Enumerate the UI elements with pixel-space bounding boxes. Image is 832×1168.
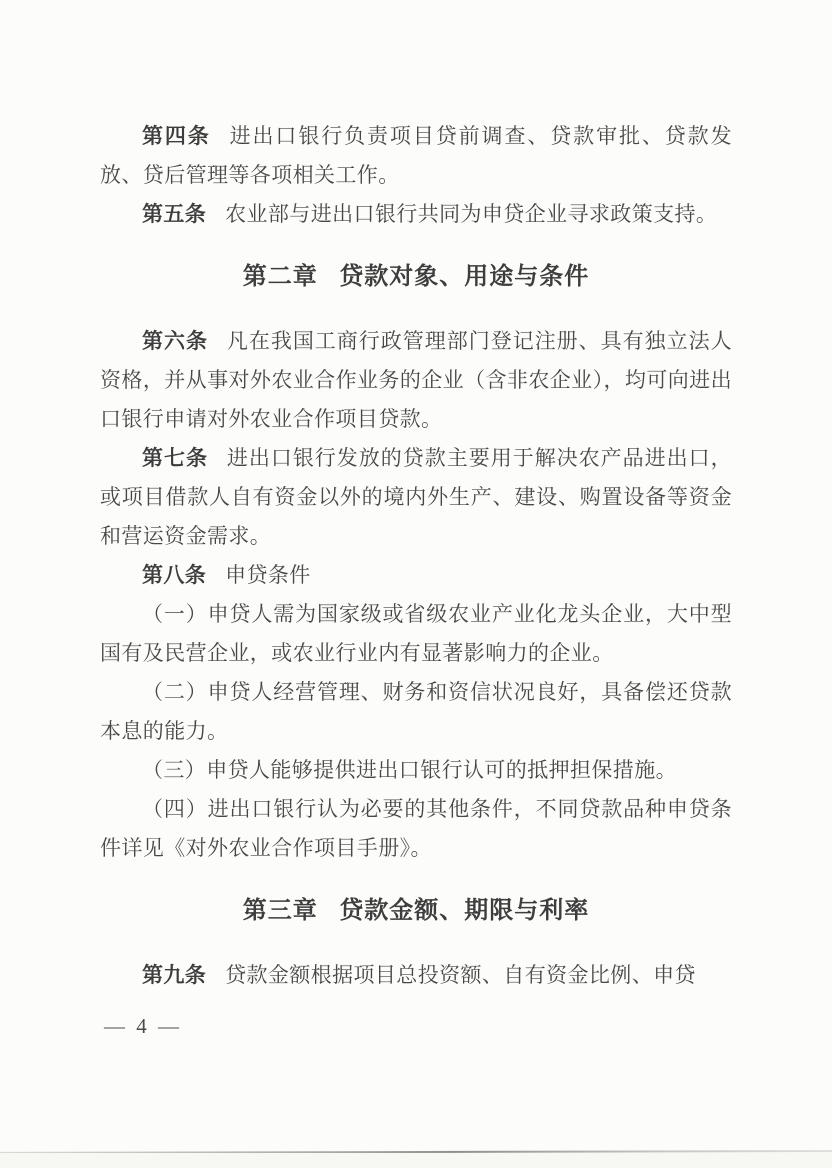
article-8-item-2-text: （二）申贷人经营管理、财务和资信状况良好，具备偿还贷款本息的能力。 xyxy=(100,680,732,743)
article-6-paragraph xyxy=(100,322,732,439)
chapter-2-number: 第二章 xyxy=(242,263,318,290)
article-8-paragraph xyxy=(100,556,732,595)
article-8-item-1-text: （一）申贷人需为国家级或省级农业产业化龙头企业，大中型国有及民营企业，或农业行业内有显著影响力的企业。 xyxy=(100,602,732,665)
article-5-label: 第五条 xyxy=(142,203,207,226)
article-9-label: 第九条 xyxy=(142,964,207,987)
article-5-paragraph xyxy=(100,195,732,234)
article-8-item-4-text: （四）进出口银行认为必要的其他条件，不同贷款品种申贷条件详见《对外农业合作项目手册》。 xyxy=(100,797,732,860)
chapter-3-number: 第三章 xyxy=(242,897,318,924)
scan-below-edge-area xyxy=(0,1153,832,1168)
article-7-label: 第七条 xyxy=(142,447,208,470)
article-8-item-3 xyxy=(100,751,732,790)
article-8-label: 第八条 xyxy=(142,564,207,587)
article-4-paragraph xyxy=(100,117,732,195)
article-5-text: 农业部与进出口银行共同为申贷企业寻求政策支持。 xyxy=(225,202,718,226)
chapter-3-title: 贷款金额、期限与利率 xyxy=(339,897,590,924)
chapter-2-title: 贷款对象、用途与条件 xyxy=(339,263,590,290)
article-9-paragraph xyxy=(100,956,732,995)
article-7-text: 进出口银行发放的贷款主要用于解决农产品进出口，或项目借款人自有资金以外的境内外生产、建设、购置设备等资金和营运资金需求。 xyxy=(100,446,732,548)
article-7-paragraph xyxy=(100,439,732,556)
article-8-item-3-text: （三）申贷人能够提供进出口银行认可的抵押担保措施。 xyxy=(142,758,677,782)
content-area xyxy=(100,117,732,1046)
article-9-text: 贷款金额根据项目总投资额、自有资金比例、申贷 xyxy=(225,963,696,987)
chapter-2-heading xyxy=(100,260,732,294)
article-8-item-4 xyxy=(100,790,732,868)
page-number: — 4 — xyxy=(104,1014,182,1038)
chapter-3-heading xyxy=(100,894,732,928)
article-8-text: 申贷条件 xyxy=(225,563,311,587)
article-8-item-1 xyxy=(100,595,732,673)
article-4-label: 第四条 xyxy=(142,125,211,148)
article-6-label: 第六条 xyxy=(142,330,208,353)
article-8-item-2 xyxy=(100,673,732,751)
article-6-text: 凡在我国工商行政管理部门登记注册、具有独立法人资格，并从事对外农业合作业务的企业（含非农企业），均可向进出口银行申请对外农业合作项目贷款。 xyxy=(100,329,732,431)
article-4-text: 进出口银行负责项目贷前调查、贷款审批、贷款发放、贷后管理等各项相关工作。 xyxy=(100,124,732,187)
